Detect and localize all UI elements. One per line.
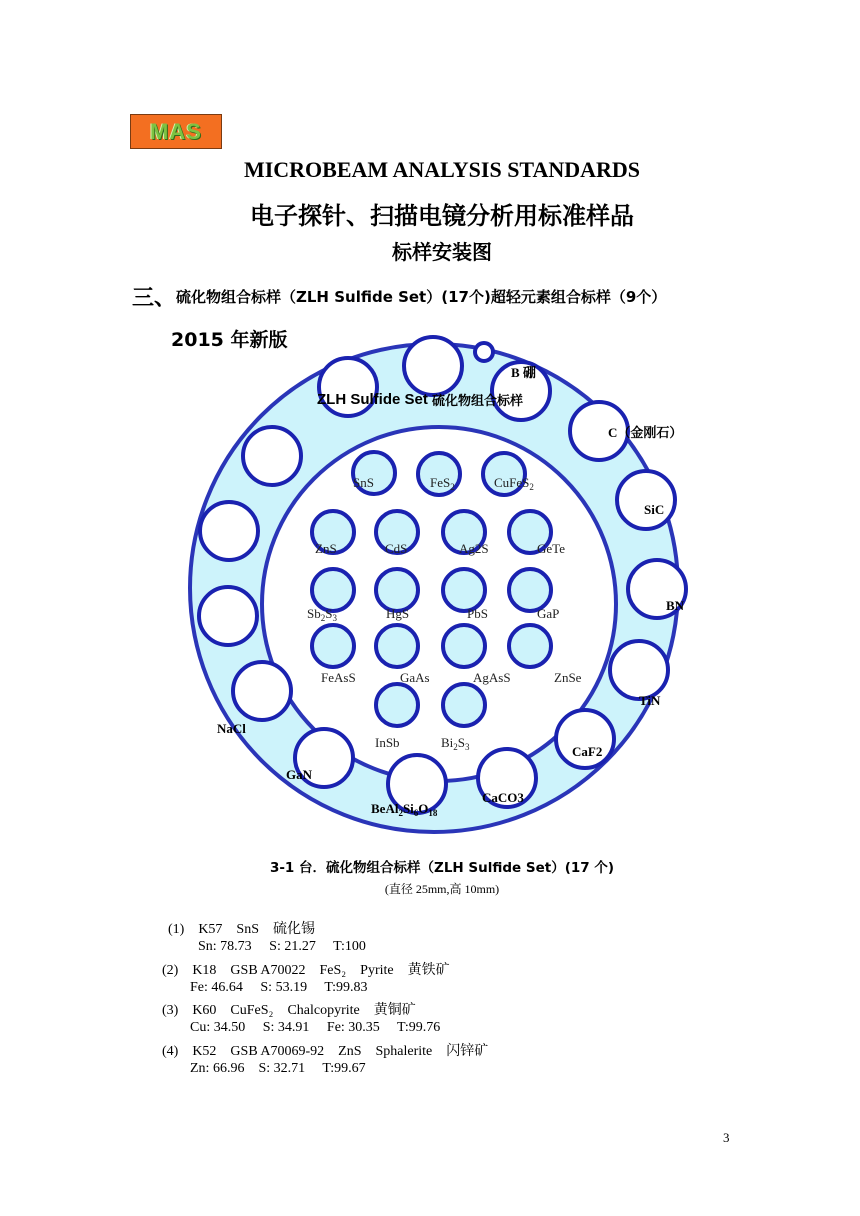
label-nacl: NaCl [217,721,246,736]
inner-hole [509,625,551,667]
edition-label: 2015 年新版 [171,329,288,351]
diagram-caption: 3-1 台．硫化物组合标样（ZLH Sulfide Set）(17 个) [269,860,615,876]
outer-hole-small [475,343,493,361]
label-fes2: FeS$_2$ [430,475,455,492]
outer-hole [243,427,301,485]
diagram-dimensions: (直径 25mm,高 10mm) [384,882,500,896]
label-b: B 硼 [511,365,536,380]
title-subtitle: 标样安装图 [392,240,492,264]
inner-hole [509,569,551,611]
title-chinese: 电子探针、扫描电镜分析用标准样品 [250,202,634,230]
label-gaas: GaAs [400,670,430,685]
label-cufes2: CuFeS$_2$ [494,475,534,492]
section-number: 三、 [132,286,177,311]
label-sns: SnS [353,475,374,490]
list-item: (1) K57 SnS 硫化锡 [168,922,316,937]
label-bn: BN [666,598,685,613]
inner-hole [376,625,418,667]
list-item: (4) K52 GSB A70069-92 ZnS Sphalerite 闪锌矿 [162,1044,489,1059]
inner-hole [443,569,485,611]
label-pbs: PbS [467,606,488,621]
list-item-composition: Fe: 46.64 S: 53.19 T:99.83 [190,980,368,995]
outer-hole [233,662,291,720]
label-sb2s3: $Sb_2S_3$ [307,606,337,623]
label-zns: ZnS [315,541,337,556]
label-caco3: CaCO3 [482,790,524,805]
title-english: MICROBEAM ANALYSIS STANDARDS [243,157,641,182]
outer-hole [556,710,614,768]
set-label-cn: 硫化物组合标样 [432,394,524,409]
list-item: (3) K60 CuFeS₂ Chalcopyrite 黄铜矿 [162,1003,416,1018]
inner-hole [443,625,485,667]
inner-hole [312,569,354,611]
list-item: (2) K18 GSB A70022 FeS₂ Pyrite 黄铁矿 [162,963,450,978]
label-sic: SiC [644,502,665,517]
label-gan: GaN [286,767,312,782]
outer-hole [404,337,462,395]
label-gap: GaP [537,606,560,621]
label-hgs: HgS [386,606,410,621]
label-agass: AgAsS [473,670,511,685]
label-bi2s3: $Bi_2S_3$ [441,735,470,752]
list-item-composition: Cu: 34.50 S: 34.91 Fe: 30.35 T:99.76 [190,1020,441,1035]
outer-hole [617,471,675,529]
outer-hole [200,502,258,560]
label-c: C（金刚石） [608,425,683,440]
inner-hole [376,684,418,726]
section-heading: 硫化物组合标样（ZLH Sulfide Set）(17个)超轻元素组合标样（9个） [176,288,667,306]
inner-hole [312,625,354,667]
inner-hole [443,684,485,726]
inner-hole [376,569,418,611]
label-znse: ZnSe [554,670,582,685]
label-gete: GeTe [537,541,565,556]
label-insb: InSb [375,735,400,750]
label-beal2si6o18: $BeAl_2Si_6O_{18}$ [371,801,438,818]
label-ag2s: Ag2S [459,541,489,556]
label-tin: TiN [639,693,661,708]
outer-hole [610,641,668,699]
label-feass: FeAsS [321,670,356,685]
logo-text: MAS [150,119,202,144]
list-item-composition: Sn: 78.73 S: 21.27 T:100 [198,939,366,954]
label-cds: CdS [385,541,408,556]
outer-hole [199,587,257,645]
label-caf2: CaF2 [572,744,603,759]
list-item-composition: Zn: 66.96 S: 32.71 T:99.67 [190,1061,366,1076]
page-number: 3 [723,1130,730,1145]
set-label-en: ZLH Sulfide Set [317,391,428,408]
